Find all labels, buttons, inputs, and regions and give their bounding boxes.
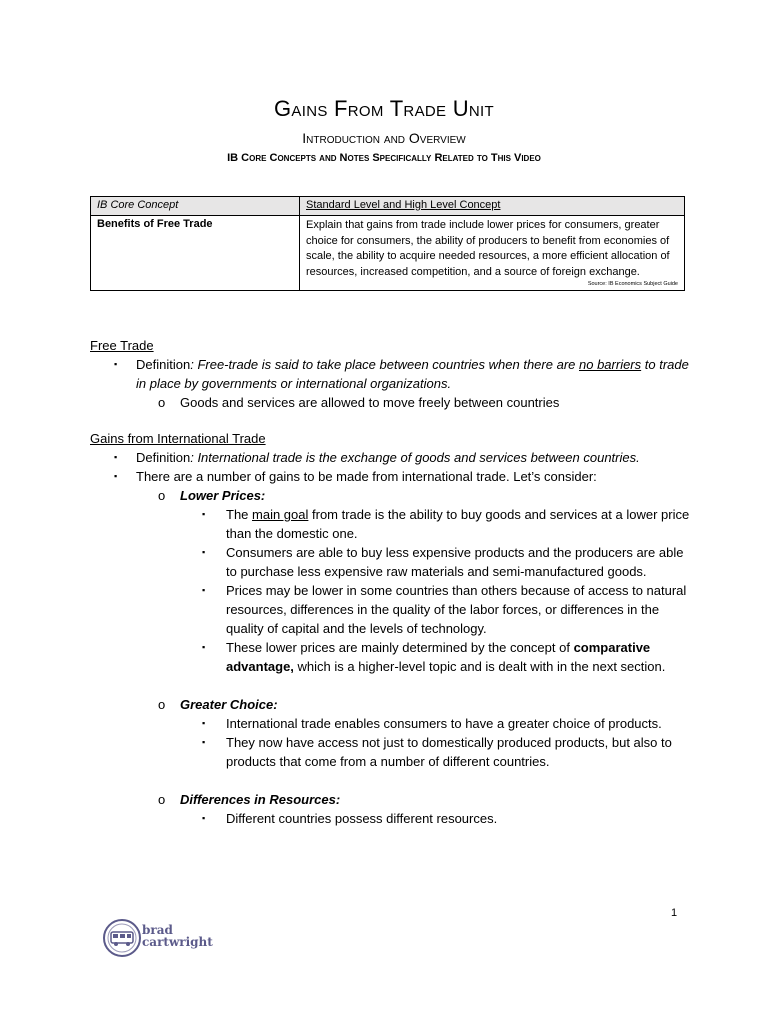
list-item — [90, 355, 690, 412]
page-title: Gains From Trade Unit — [274, 96, 494, 121]
list-item-text: Consumers are able to buy less expensive products and the producers are able to purchase less expensive raw materials and semi-manufactured goods. — [226, 545, 684, 579]
subsection-differences-in-resources — [90, 790, 690, 828]
list-item — [90, 733, 690, 771]
greater-choice-list — [180, 714, 690, 771]
list-item-text: There are a number of gains to be made from international trade. Let’s consider: — [136, 469, 597, 484]
definition-text: International trade is the exchange of goods and services between countries. — [193, 450, 640, 465]
page-subtitle: Introduction and Overview — [302, 130, 466, 146]
list-item — [90, 581, 690, 638]
list-item-text: Goods and services are allowed to move freely between countries — [180, 395, 560, 410]
table-header-concept: IB Core Concept — [91, 197, 300, 216]
square-bullet-icon: ▪ — [114, 471, 118, 481]
square-bullet-icon: ▪ — [114, 452, 118, 462]
square-bullet-icon: ▪ — [202, 547, 206, 557]
table-row — [91, 216, 685, 291]
logo-wordmark — [142, 924, 213, 948]
table-header-row — [91, 197, 685, 216]
gains-list — [90, 448, 690, 828]
notes-body — [90, 336, 690, 828]
list-item-text-end: from trade is the ability to buy goods and services at a lower price than the domestic one. — [226, 507, 690, 541]
list-item-text: The — [226, 507, 253, 522]
list-item — [90, 638, 690, 676]
square-bullet-icon: ▪ — [202, 585, 206, 595]
square-bullet-icon: ▪ — [202, 642, 206, 652]
subsection-greater-choice — [90, 695, 690, 771]
concept-table — [90, 196, 685, 291]
list-item-text: They now have access not just to domestically produced products, but also to products that come from a number of different countries. — [226, 735, 672, 769]
subsection-title: Lower Prices: — [180, 488, 266, 503]
table-cell-concept: Benefits of Free Trade — [91, 216, 300, 291]
list-item — [90, 543, 690, 581]
free-trade-list — [90, 355, 690, 412]
square-bullet-icon: ▪ — [202, 737, 206, 747]
square-bullet-icon: ▪ — [202, 509, 206, 519]
list-item — [90, 714, 690, 733]
square-bullet-icon: ▪ — [202, 718, 206, 728]
brand-logo — [102, 914, 222, 964]
circle-bullet-icon: o — [158, 697, 166, 712]
differences-list — [180, 809, 690, 828]
circle-bullet-icon: o — [158, 792, 166, 807]
definition-underlined: no barriers — [579, 357, 642, 372]
square-bullet-icon: ▪ — [202, 813, 206, 823]
square-bullet-icon: ▪ — [114, 359, 118, 369]
section-heading-gains: Gains from International Trade — [90, 431, 266, 446]
gains-sublist — [136, 486, 690, 828]
list-item-text: International trade enables consumers to have a greater choice of products. — [226, 716, 662, 731]
list-item — [90, 448, 690, 467]
definition-text: Free-trade is said to take place between countries when there are — [193, 357, 579, 372]
table-cell-description — [300, 216, 685, 291]
circle-bullet-icon: o — [158, 395, 166, 410]
list-item — [90, 393, 690, 412]
lower-prices-list — [180, 505, 690, 676]
list-item-text: Prices may be lower in some countries than others because of access to natural resources, differences in the quality of the labor forces, or differences in the quality of capital and the levels of technology. — [226, 583, 687, 636]
table-description-text: Explain that gains from trade include lower prices for consumers, greater choice for consumers, the ability of producers to benefit from economies of scale, the ability to acquire needed resources, a more efficient allocation of resources, increased competition, and a source of foreign exchange. — [306, 219, 670, 278]
definition-colon: : — [190, 357, 194, 372]
list-item — [90, 505, 690, 543]
definition-label: Definition — [136, 450, 191, 465]
page-number: 1 — [671, 907, 678, 919]
subsection-title: Differences in Resources: — [180, 792, 341, 807]
van-logo-icon — [102, 918, 142, 958]
list-item-text-end: which is a higher-level topic and is dealt with in the next section. — [293, 659, 666, 674]
page-subsubtitle: IB Core Concepts and Notes Specifically Related to This Video — [227, 152, 541, 164]
circle-bullet-icon: o — [158, 488, 166, 503]
list-item-text: Different countries possess different resources. — [226, 811, 498, 826]
definition-colon: : — [190, 450, 194, 465]
underlined-text: main goal — [252, 507, 309, 522]
section-heading-free-trade: Free Trade — [90, 338, 154, 353]
table-source-note: Source: IB Economics Subject Guide — [587, 281, 678, 287]
list-item — [90, 809, 690, 828]
logo-line-2: cartwright — [142, 935, 213, 949]
subsection-title: Greater Choice: — [180, 697, 278, 712]
definition-text-end: to trade in place by governments or international organizations. — [136, 357, 689, 391]
list-item-text: These lower prices are mainly determined by the concept of — [226, 640, 574, 655]
definition-label: Definition — [136, 357, 191, 372]
subsection-lower-prices — [90, 486, 690, 676]
free-trade-sublist — [136, 393, 690, 412]
list-item — [90, 467, 690, 828]
logo-line-1: brad — [142, 923, 173, 937]
table-header-level: Standard Level and High Level Concept — [300, 197, 685, 216]
bold-term: comparative advantage, — [226, 640, 651, 674]
